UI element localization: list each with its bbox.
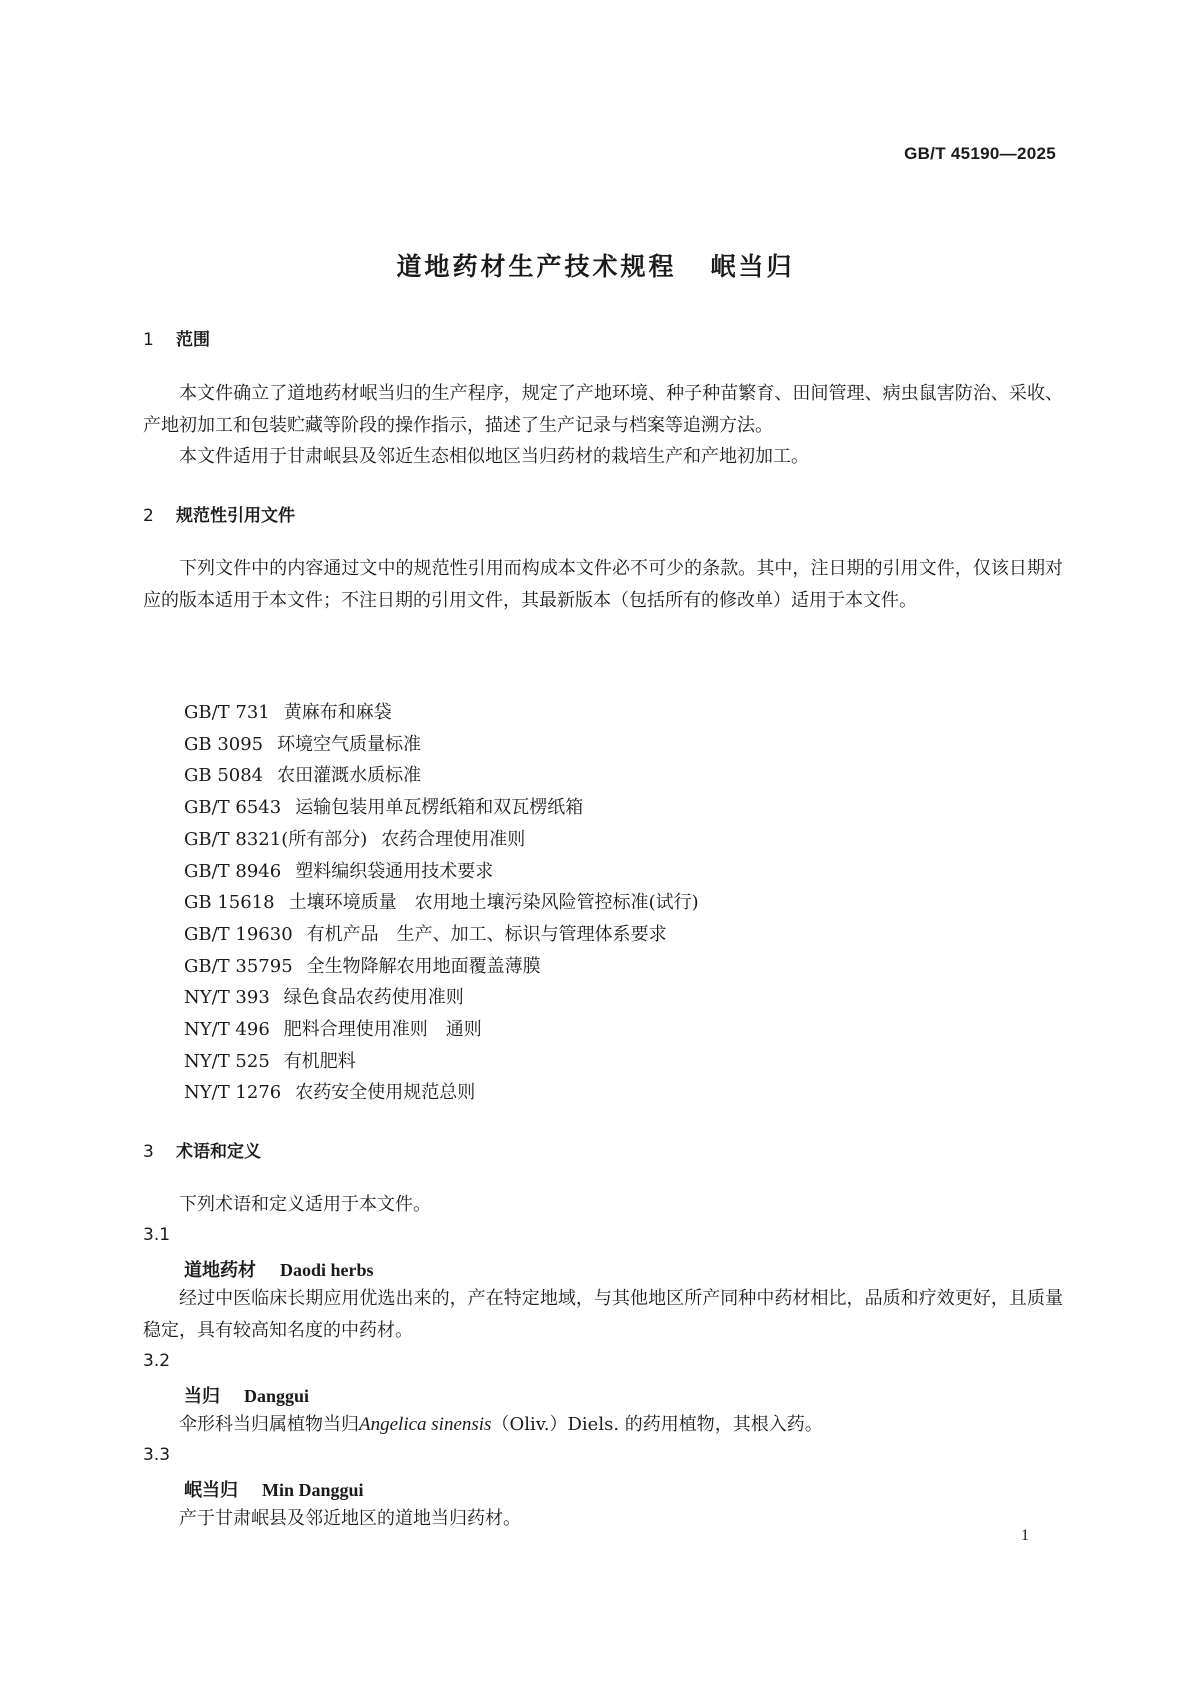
- term-definition: 经过中医临床长期应用优选出来的，产在特定地域，与其他地区所产同种中药材相比，品质和疗效更好，且质量稳定，具有较高知名度的中药材。: [143, 1288, 1063, 1341]
- definition-text: 伞形科当归属植物当归: [179, 1414, 359, 1435]
- term-name-en: Min Danggui: [262, 1480, 364, 1500]
- reference-item: [184, 919, 699, 951]
- reference-item: [184, 1046, 699, 1078]
- reference-title: 全生物降解农用地面覆盖薄膜: [306, 955, 541, 977]
- reference-item: [184, 951, 699, 983]
- term-name: [184, 1382, 309, 1408]
- reference-title: 肥料合理使用准则 通则: [283, 1019, 482, 1041]
- term-definition: 产于甘肃岷县及邻近地区的道地当归药材。: [179, 1508, 521, 1529]
- reference-item: [184, 982, 699, 1014]
- reference-title: 农田灌溉水质标准: [277, 765, 422, 787]
- reference-code: GB/T 8946: [184, 860, 282, 882]
- reference-item: [184, 856, 699, 888]
- term-name-zh: 当归: [184, 1386, 220, 1407]
- document-title: [0, 247, 1191, 283]
- reference-title: 运输包装用单瓦楞纸箱和双瓦楞纸箱: [295, 797, 584, 819]
- reference-item: [184, 1014, 699, 1046]
- reference-title: 环境空气质量标准: [277, 733, 422, 755]
- reference-item: [184, 792, 699, 824]
- reference-code: NY/T 525: [184, 1050, 270, 1072]
- section-heading-normative-references: [143, 501, 295, 526]
- reference-code: NY/T 496: [184, 1019, 270, 1041]
- section-number: 1: [143, 330, 154, 350]
- reference-title: 农药合理使用准则: [381, 828, 526, 850]
- standard-number: GB/T 45190—2025: [904, 144, 1056, 163]
- reference-title: 有机肥料: [283, 1050, 356, 1072]
- section-heading-scope: [143, 325, 210, 350]
- reference-item: [184, 697, 699, 729]
- reference-code: GB 15618: [184, 892, 275, 914]
- reference-title: 黄麻布和麻袋: [283, 702, 392, 723]
- term-number: 3.2: [143, 1351, 171, 1371]
- definition-text: （Oliv.）Diels. 的药用植物，其根入药。: [491, 1414, 823, 1435]
- section-heading-terms-definitions: [143, 1137, 261, 1162]
- reference-code: NY/T 1276: [184, 1082, 282, 1104]
- scope-paragraph: 本文件确立了道地药材岷当归的生产程序，规定了产地环境、种子种苗繁育、田间管理、病虫鼠害防治、采收、产地初加工和包装贮藏等阶段的操作指示，描述了生产记录与档案等追溯方法。: [143, 383, 1063, 436]
- title-sub: 岷当归: [710, 252, 795, 281]
- reference-code: GB/T 8321(所有部分): [184, 828, 368, 850]
- term-name-zh: 岷当归: [184, 1480, 238, 1501]
- latin-name: Angelica sinensis: [359, 1414, 492, 1435]
- term-name: [184, 1476, 364, 1502]
- reference-item: [184, 760, 699, 792]
- reference-title: 有机产品 生产、加工、标识与管理体系要求: [306, 923, 667, 945]
- reference-code: GB/T 6543: [184, 797, 282, 819]
- references-intro-paragraph: 下列文件中的内容通过文中的规范性引用而构成本文件必不可少的条款。其中，注日期的引用文件，仅该日期对应的版本适用于本文件；不注日期的引用文件，其最新版本（包括所有的修改单）适用于本文件。: [143, 558, 1063, 611]
- section-title: 范围: [176, 330, 210, 350]
- reference-code: GB/T 35795: [184, 955, 293, 977]
- reference-code: GB 3095: [184, 733, 264, 755]
- section-title: 规范性引用文件: [176, 506, 295, 526]
- reference-item: [184, 729, 699, 761]
- reference-list: [184, 697, 699, 1109]
- section-title: 术语和定义: [176, 1142, 261, 1162]
- reference-title: 农药安全使用规范总则: [295, 1082, 476, 1104]
- reference-code: GB/T 731: [184, 702, 270, 723]
- section-number: 2: [143, 506, 154, 526]
- reference-title: 绿色食品农药使用准则: [283, 987, 464, 1009]
- term-name-en: Daodi herbs: [280, 1260, 374, 1280]
- reference-code: NY/T 393: [184, 987, 270, 1009]
- reference-item: [184, 887, 699, 919]
- term-name-en: Danggui: [244, 1386, 310, 1406]
- terms-intro-paragraph: 下列术语和定义适用于本文件。: [179, 1194, 431, 1215]
- reference-title: 塑料编织袋通用技术要求: [295, 860, 494, 882]
- reference-code: GB/T 19630: [184, 923, 293, 945]
- reference-title: 土壤环境质量 农用地土壤污染风险管控标准(试行): [288, 892, 699, 914]
- reference-code: GB 5084: [184, 765, 264, 787]
- term-name: [184, 1256, 374, 1282]
- section-number: 3: [143, 1142, 154, 1162]
- term-number: 3.3: [143, 1445, 171, 1465]
- title-main: 道地药材生产技术规程: [396, 252, 677, 281]
- term-number: 3.1: [143, 1225, 171, 1245]
- term-definition: [143, 1409, 1063, 1441]
- reference-item: [184, 1077, 699, 1109]
- scope-paragraph: 本文件适用于甘肃岷县及邻近生态相似地区当归药材的栽培生产和产地初加工。: [179, 446, 809, 467]
- reference-item: [184, 824, 699, 856]
- term-name-zh: 道地药材: [184, 1260, 256, 1281]
- page-number: 1: [1021, 1527, 1029, 1544]
